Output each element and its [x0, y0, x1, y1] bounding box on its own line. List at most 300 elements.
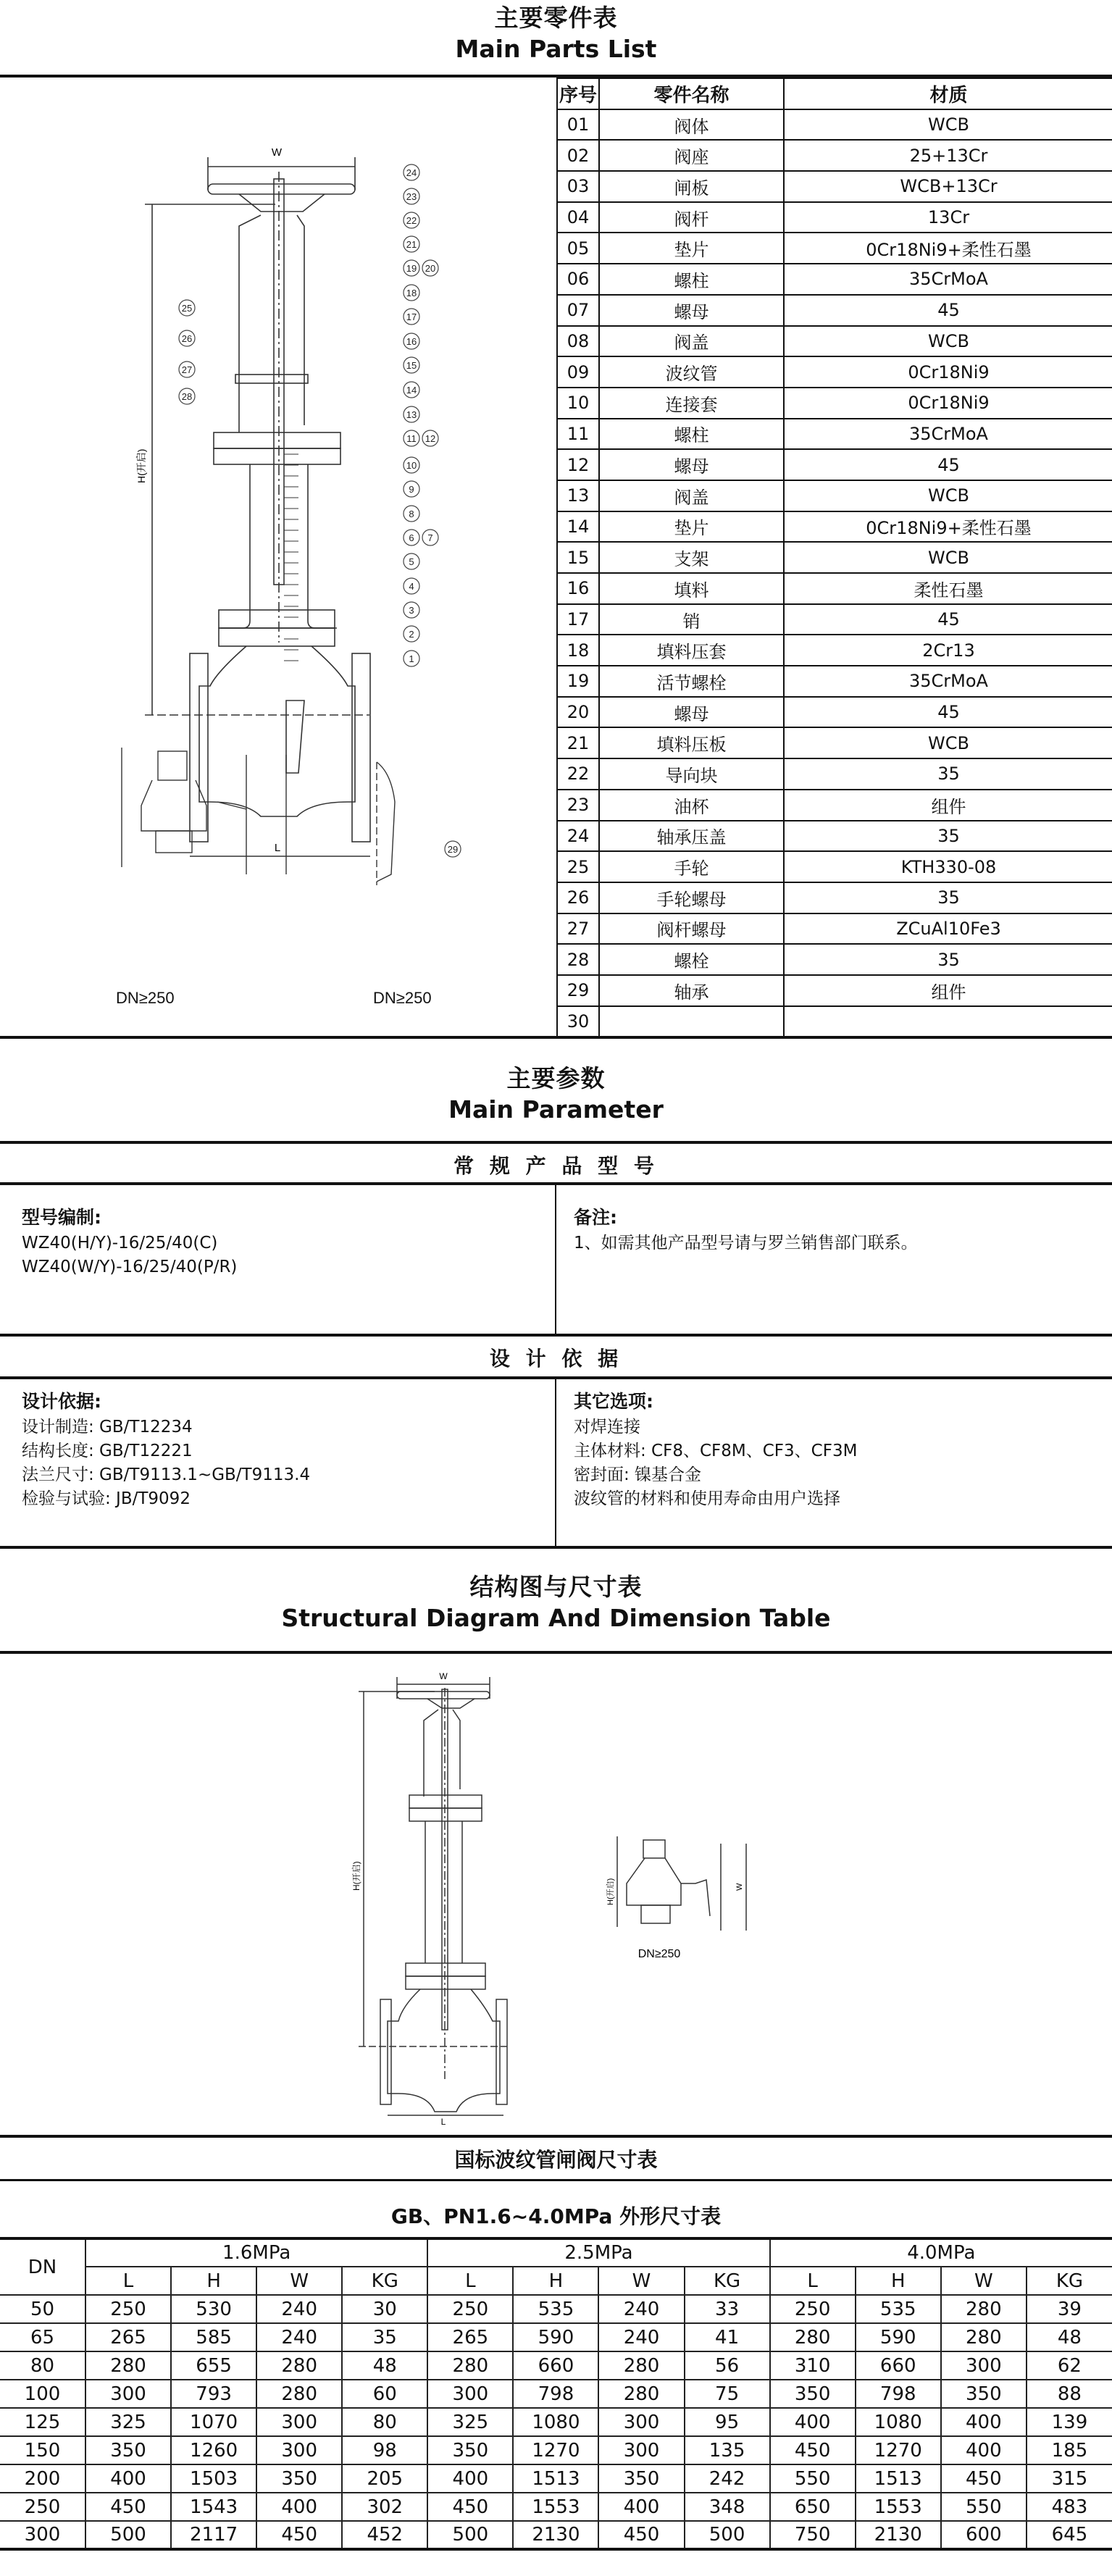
dimension-value: 450 [770, 2436, 856, 2464]
svg-text:1: 1 [409, 653, 414, 664]
other-options-label: 其它选项: [574, 1391, 653, 1412]
dimension-value: 798 [513, 2380, 598, 2408]
dimension-table-row [0, 2351, 1112, 2380]
part-no: 15 [557, 542, 599, 573]
svg-text:17: 17 [406, 311, 417, 322]
part-material: WCB [784, 542, 1112, 573]
part-no: 23 [557, 790, 599, 821]
dimension-value: 300 [256, 2436, 342, 2464]
dimension-value: 280 [598, 2351, 684, 2380]
col-header-l: L [427, 2267, 513, 2295]
dn-value: 125 [0, 2408, 85, 2436]
dimension-value: 1543 [171, 2493, 256, 2521]
svg-text:5: 5 [409, 556, 414, 567]
svg-text:28: 28 [181, 391, 193, 402]
col-header-l: L [85, 2267, 171, 2295]
parts-table-row [557, 419, 1112, 450]
gate-valve-drawing [0, 78, 556, 1037]
dimension-value: 280 [770, 2323, 856, 2351]
parts-table-row [557, 758, 1112, 790]
svg-text:29: 29 [447, 844, 459, 855]
parts-table-row [557, 913, 1112, 945]
part-name: 螺母 [599, 295, 784, 326]
col-header-kg: KG [685, 2267, 770, 2295]
svg-text:6: 6 [409, 532, 414, 543]
svg-text:24: 24 [406, 167, 417, 178]
col-header-w: W [256, 2267, 342, 2295]
divider [0, 1141, 1112, 1144]
parts-table-row [557, 851, 1112, 882]
dimension-value: 350 [427, 2436, 513, 2464]
parts-table-row [557, 666, 1112, 697]
dimension-value: 30 [342, 2295, 427, 2323]
dimension-value: 88 [1027, 2380, 1112, 2408]
part-no: 17 [557, 604, 599, 635]
dimension-value: 39 [1027, 2295, 1112, 2323]
part-name: 阀杆螺母 [599, 913, 784, 945]
dimension-value: 325 [85, 2408, 171, 2436]
dimension-value: 660 [513, 2351, 598, 2380]
dimension-value: 1070 [171, 2408, 256, 2436]
dimension-value: 300 [256, 2408, 342, 2436]
valve-section-drawing [0, 78, 556, 1037]
part-name: 油杯 [599, 790, 784, 821]
dimension-value: 240 [256, 2295, 342, 2323]
part-no: 25 [557, 851, 599, 882]
part-material: 45 [784, 697, 1112, 728]
dimension-value: 302 [342, 2493, 427, 2521]
dimension-value: 240 [256, 2323, 342, 2351]
dimension-value: 750 [770, 2521, 856, 2549]
dimension-value: 48 [1027, 2323, 1112, 2351]
svg-text:7: 7 [427, 532, 433, 543]
parameter-title-en: Main Parameter [448, 1095, 664, 1124]
dimension-value: 300 [941, 2351, 1027, 2380]
parts-table-row [557, 480, 1112, 511]
option-line: 对焊连接 [574, 1418, 640, 1437]
part-no: 14 [557, 511, 599, 543]
svg-text:W: W [439, 1671, 448, 1681]
svg-text:25: 25 [181, 303, 193, 314]
dimension-value: 550 [941, 2493, 1027, 2521]
svg-text:18: 18 [406, 288, 417, 298]
part-material: 35 [784, 758, 1112, 790]
svg-text:10: 10 [406, 460, 417, 471]
col-header-kg: KG [342, 2267, 427, 2295]
dimension-value: 98 [342, 2436, 427, 2464]
part-name: 阀体 [599, 109, 784, 141]
part-name: 螺母 [599, 449, 784, 480]
dimension-value: 1553 [513, 2493, 598, 2521]
svg-text:16: 16 [406, 336, 417, 347]
dimension-value: 315 [1027, 2464, 1112, 2493]
dimension-value: 450 [85, 2493, 171, 2521]
dimension-value: 350 [256, 2464, 342, 2493]
part-material: 45 [784, 295, 1112, 326]
dimension-value: 250 [770, 2295, 856, 2323]
divider [0, 1036, 1112, 1039]
dimension-value: 535 [513, 2295, 598, 2323]
svg-text:15: 15 [406, 360, 417, 371]
part-no: 20 [557, 697, 599, 728]
part-no: 26 [557, 882, 599, 913]
structure-title-en: Structural Diagram And Dimension Table [281, 1604, 831, 1632]
parts-table-row [557, 882, 1112, 913]
part-name: 导向块 [599, 758, 784, 790]
dimension-value: 2130 [856, 2521, 941, 2549]
dimension-table-row [0, 2436, 1112, 2464]
parts-table-row [557, 821, 1112, 852]
dimension-value: 265 [427, 2323, 513, 2351]
part-name: 阀座 [599, 140, 784, 171]
svg-text:9: 9 [409, 484, 414, 495]
dimension-value: 60 [342, 2380, 427, 2408]
part-name: 轴承压盖 [599, 821, 784, 852]
dimension-value: 400 [941, 2436, 1027, 2464]
col-header-material: 材质 [784, 78, 1112, 109]
parts-table-row [557, 109, 1112, 141]
part-material: WCB+13Cr [784, 171, 1112, 202]
dimension-value: 280 [256, 2380, 342, 2408]
dimension-value: 483 [1027, 2493, 1112, 2521]
part-material: 35CrMoA [784, 666, 1112, 697]
dimension-value: 62 [1027, 2351, 1112, 2380]
part-material: WCB [784, 480, 1112, 511]
svg-text:3: 3 [409, 605, 414, 616]
dimension-value: 400 [770, 2408, 856, 2436]
parts-table-row [557, 511, 1112, 543]
col-header-h: H [171, 2267, 256, 2295]
col-header-no: 序号 [557, 78, 599, 109]
dimension-value: 280 [256, 2351, 342, 2380]
svg-text:26: 26 [181, 333, 193, 344]
option-line: 主体材料: CF8、CF8M、CF3、CF3M [574, 1442, 858, 1460]
dimension-value: 550 [770, 2464, 856, 2493]
pressure-group-2-5: 2.5MPa [427, 2238, 769, 2267]
parts-table-row [557, 944, 1112, 975]
part-no: 12 [557, 449, 599, 480]
dimension-value: 645 [1027, 2521, 1112, 2549]
parts-section-header [0, 3, 1112, 65]
dimension-table-row [0, 2408, 1112, 2436]
design-basis-label: 设计依据: [22, 1391, 101, 1412]
svg-text:DN≥250: DN≥250 [637, 1948, 681, 1960]
part-name: 支架 [599, 542, 784, 573]
dimension-value: 139 [1027, 2408, 1112, 2436]
dimension-value: 350 [941, 2380, 1027, 2408]
part-material: WCB [784, 109, 1112, 141]
remarks-block [556, 1185, 1112, 1255]
parts-table-row [557, 202, 1112, 233]
svg-text:W: W [735, 1883, 744, 1891]
divider [0, 2179, 1112, 2181]
design-band-title: 设 计 依 据 [489, 1347, 623, 1371]
dimension-value: 48 [342, 2351, 427, 2380]
pressure-group-1-6: 1.6MPa [85, 2238, 427, 2267]
divider [0, 1651, 1112, 1654]
svg-text:20: 20 [425, 263, 436, 274]
parts-table-row [557, 326, 1112, 357]
part-name: 螺柱 [599, 264, 784, 295]
parts-table-row [557, 573, 1112, 604]
part-no: 27 [557, 913, 599, 945]
svg-text:8: 8 [409, 509, 414, 519]
part-name: 螺柱 [599, 419, 784, 450]
svg-text:14: 14 [406, 385, 417, 396]
dimension-value: 1513 [856, 2464, 941, 2493]
part-no: 29 [557, 975, 599, 1006]
dimension-value: 655 [171, 2351, 256, 2380]
part-no: 22 [557, 758, 599, 790]
parts-table-row [557, 697, 1112, 728]
dn-value: 300 [0, 2521, 85, 2549]
divider [0, 1334, 1112, 1337]
dimension-value: 450 [427, 2493, 513, 2521]
part-material [784, 1006, 1112, 1037]
svg-text:11: 11 [406, 433, 417, 444]
dimension-value: 280 [941, 2295, 1027, 2323]
option-line: 密封面: 镍基合金 [574, 1465, 702, 1484]
parts-table-row [557, 604, 1112, 635]
gate-valve-outline-drawing [319, 1659, 782, 2130]
dimension-value: 1270 [513, 2436, 598, 2464]
dimension-value: 310 [770, 2351, 856, 2380]
svg-text:13: 13 [406, 409, 417, 420]
part-material: 35 [784, 882, 1112, 913]
dimension-value: 590 [513, 2323, 598, 2351]
col-header-kg: KG [1027, 2267, 1112, 2295]
parts-table-row [557, 449, 1112, 480]
part-no: 01 [557, 109, 599, 141]
dimension-table-row [0, 2493, 1112, 2521]
dimension-value: 240 [598, 2323, 684, 2351]
part-material: 组件 [784, 790, 1112, 821]
dn-value: 50 [0, 2295, 85, 2323]
part-name: 阀杆 [599, 202, 784, 233]
dimension-value: 350 [85, 2436, 171, 2464]
svg-text:H(开启): H(开启) [606, 1878, 615, 1905]
part-material: 13Cr [784, 202, 1112, 233]
option-line: 波纹管的材料和使用寿命由用户选择 [574, 1489, 840, 1508]
dimension-value: 793 [171, 2380, 256, 2408]
part-material: 组件 [784, 975, 1112, 1006]
dimension-value: 450 [941, 2464, 1027, 2493]
col-header-dn: DN [0, 2238, 85, 2295]
part-no: 16 [557, 573, 599, 604]
svg-text:23: 23 [406, 191, 417, 202]
dimension-value: 400 [256, 2493, 342, 2521]
svg-text:19: 19 [406, 263, 417, 274]
dimension-value: 500 [85, 2521, 171, 2549]
part-name: 轴承 [599, 975, 784, 1006]
part-name: 阀盖 [599, 326, 784, 357]
part-no: 04 [557, 202, 599, 233]
part-name: 手轮 [599, 851, 784, 882]
svg-text:12: 12 [425, 433, 436, 444]
dimension-value: 135 [685, 2436, 770, 2464]
svg-text:H(开启): H(开启) [135, 448, 147, 483]
parts-title-cn: 主要零件表 [494, 4, 618, 32]
dimension-value: 400 [85, 2464, 171, 2493]
part-no: 13 [557, 480, 599, 511]
part-name: 连接套 [599, 388, 784, 419]
part-no: 19 [557, 666, 599, 697]
dn-value: 65 [0, 2323, 85, 2351]
model-coding-label: 型号编制: [22, 1207, 101, 1228]
part-name: 阀盖 [599, 480, 784, 511]
part-material: 柔性石墨 [784, 573, 1112, 604]
part-name: 螺栓 [599, 944, 784, 975]
pressure-header-row [0, 2238, 1112, 2267]
part-no: 03 [557, 171, 599, 202]
part-no: 18 [557, 635, 599, 666]
part-material: WCB [784, 326, 1112, 357]
parts-table-row [557, 233, 1112, 264]
parts-table-row [557, 975, 1112, 1006]
part-material: 0Cr18Ni9+柔性石墨 [784, 511, 1112, 543]
part-material: 45 [784, 604, 1112, 635]
dimension-value: 2130 [513, 2521, 598, 2549]
dimension-table-row [0, 2521, 1112, 2549]
dimension-value: 250 [427, 2295, 513, 2323]
dimension-value: 450 [598, 2521, 684, 2549]
dimension-table-title: GB、PN1.6~4.0MPa 外形尺寸表 [390, 2204, 722, 2228]
parts-table-row [557, 356, 1112, 388]
dimension-table-row [0, 2380, 1112, 2408]
svg-text:27: 27 [181, 364, 193, 375]
design-basis-block [0, 1379, 555, 1511]
dimension-value: 350 [598, 2464, 684, 2493]
dimension-value: 1080 [513, 2408, 598, 2436]
dimension-value: 1553 [856, 2493, 941, 2521]
part-name: 活节螺栓 [599, 666, 784, 697]
dn-value: 80 [0, 2351, 85, 2380]
part-no: 28 [557, 944, 599, 975]
parts-table-row [557, 171, 1112, 202]
svg-text:L: L [440, 2117, 446, 2127]
part-name: 垫片 [599, 233, 784, 264]
col-header-l: L [770, 2267, 856, 2295]
parts-table-row [557, 635, 1112, 666]
dimension-value: 280 [941, 2323, 1027, 2351]
dimension-value: 348 [685, 2493, 770, 2521]
parts-table-row [557, 790, 1112, 821]
dimension-value: 240 [598, 2295, 684, 2323]
part-no: 06 [557, 264, 599, 295]
col-header-h: H [513, 2267, 598, 2295]
part-material: 0Cr18Ni9 [784, 356, 1112, 388]
dimension-table-row [0, 2323, 1112, 2351]
part-material: 45 [784, 449, 1112, 480]
structure-title-cn: 结构图与尺寸表 [469, 1573, 643, 1601]
model-coding-block [0, 1185, 555, 1279]
col-header-h: H [856, 2267, 941, 2295]
detail-caption-2: DN≥250 [373, 989, 432, 1007]
part-name: 垫片 [599, 511, 784, 543]
dimension-value: 350 [770, 2380, 856, 2408]
part-name: 销 [599, 604, 784, 635]
dimension-value: 205 [342, 2464, 427, 2493]
design-basis-line: 检验与试验: JB/T9092 [22, 1489, 191, 1508]
part-no: 05 [557, 233, 599, 264]
pressure-group-4-0: 4.0MPa [770, 2238, 1112, 2267]
dimension-value: 265 [85, 2323, 171, 2351]
dimension-value: 41 [685, 2323, 770, 2351]
dimension-value: 585 [171, 2323, 256, 2351]
part-no: 21 [557, 727, 599, 758]
dimension-value: 1513 [513, 2464, 598, 2493]
part-no: 11 [557, 419, 599, 450]
part-no: 07 [557, 295, 599, 326]
part-no: 09 [557, 356, 599, 388]
parts-table-row [557, 388, 1112, 419]
parts-table-row [557, 295, 1112, 326]
remarks-label: 备注: [574, 1207, 617, 1228]
dimension-value: 280 [85, 2351, 171, 2380]
dimension-value: 300 [598, 2408, 684, 2436]
part-no: 24 [557, 821, 599, 852]
divider [0, 1546, 1112, 1549]
dn-value: 100 [0, 2380, 85, 2408]
part-name: 填料压套 [599, 635, 784, 666]
svg-text:21: 21 [406, 239, 417, 250]
structure-drawing [319, 1659, 782, 2130]
part-no: 08 [557, 326, 599, 357]
dimension-value: 280 [427, 2351, 513, 2380]
dimension-table-row [0, 2464, 1112, 2493]
part-material: 35CrMoA [784, 419, 1112, 450]
dimension-value: 2117 [171, 2521, 256, 2549]
dimension-value: 33 [685, 2295, 770, 2323]
col-header-w: W [941, 2267, 1027, 2295]
dimension-value: 452 [342, 2521, 427, 2549]
part-material: 25+13Cr [784, 140, 1112, 171]
model-line: WZ40(H/Y)-16/25/40(C) [22, 1234, 218, 1253]
part-material: WCB [784, 727, 1112, 758]
part-material: 35 [784, 944, 1112, 975]
dimension-table-row [0, 2295, 1112, 2323]
other-options-block [556, 1379, 1112, 1511]
dimension-value: 590 [856, 2323, 941, 2351]
structure-section-header [0, 1572, 1112, 1634]
dimension-value: 535 [856, 2295, 941, 2323]
parts-table-row [557, 727, 1112, 758]
part-name [599, 1006, 784, 1037]
dimension-value: 400 [941, 2408, 1027, 2436]
dimension-value: 798 [856, 2380, 941, 2408]
part-name: 螺母 [599, 697, 784, 728]
dn-value: 150 [0, 2436, 85, 2464]
dimension-value: 500 [685, 2521, 770, 2549]
dimension-table [0, 2237, 1112, 2551]
dimension-value: 300 [427, 2380, 513, 2408]
design-basis-line: 结构长度: GB/T12221 [22, 1442, 193, 1460]
svg-text:H(开启): H(开启) [351, 1861, 361, 1891]
dimension-value: 1260 [171, 2436, 256, 2464]
part-no: 02 [557, 140, 599, 171]
dn-value: 200 [0, 2464, 85, 2493]
dimension-value: 75 [685, 2380, 770, 2408]
parts-title-en: Main Parts List [455, 35, 657, 63]
divider [0, 2135, 1112, 2138]
part-material: ZCuAl10Fe3 [784, 913, 1112, 945]
dimension-value: 35 [342, 2323, 427, 2351]
dimension-band-title: 国标波纹管闸阀尺寸表 [454, 2148, 658, 2172]
parts-table-row [557, 140, 1112, 171]
dimension-value: 450 [256, 2521, 342, 2549]
dimension-value: 185 [1027, 2436, 1112, 2464]
models-band-title: 常 规 产 品 型 号 [453, 1154, 659, 1178]
